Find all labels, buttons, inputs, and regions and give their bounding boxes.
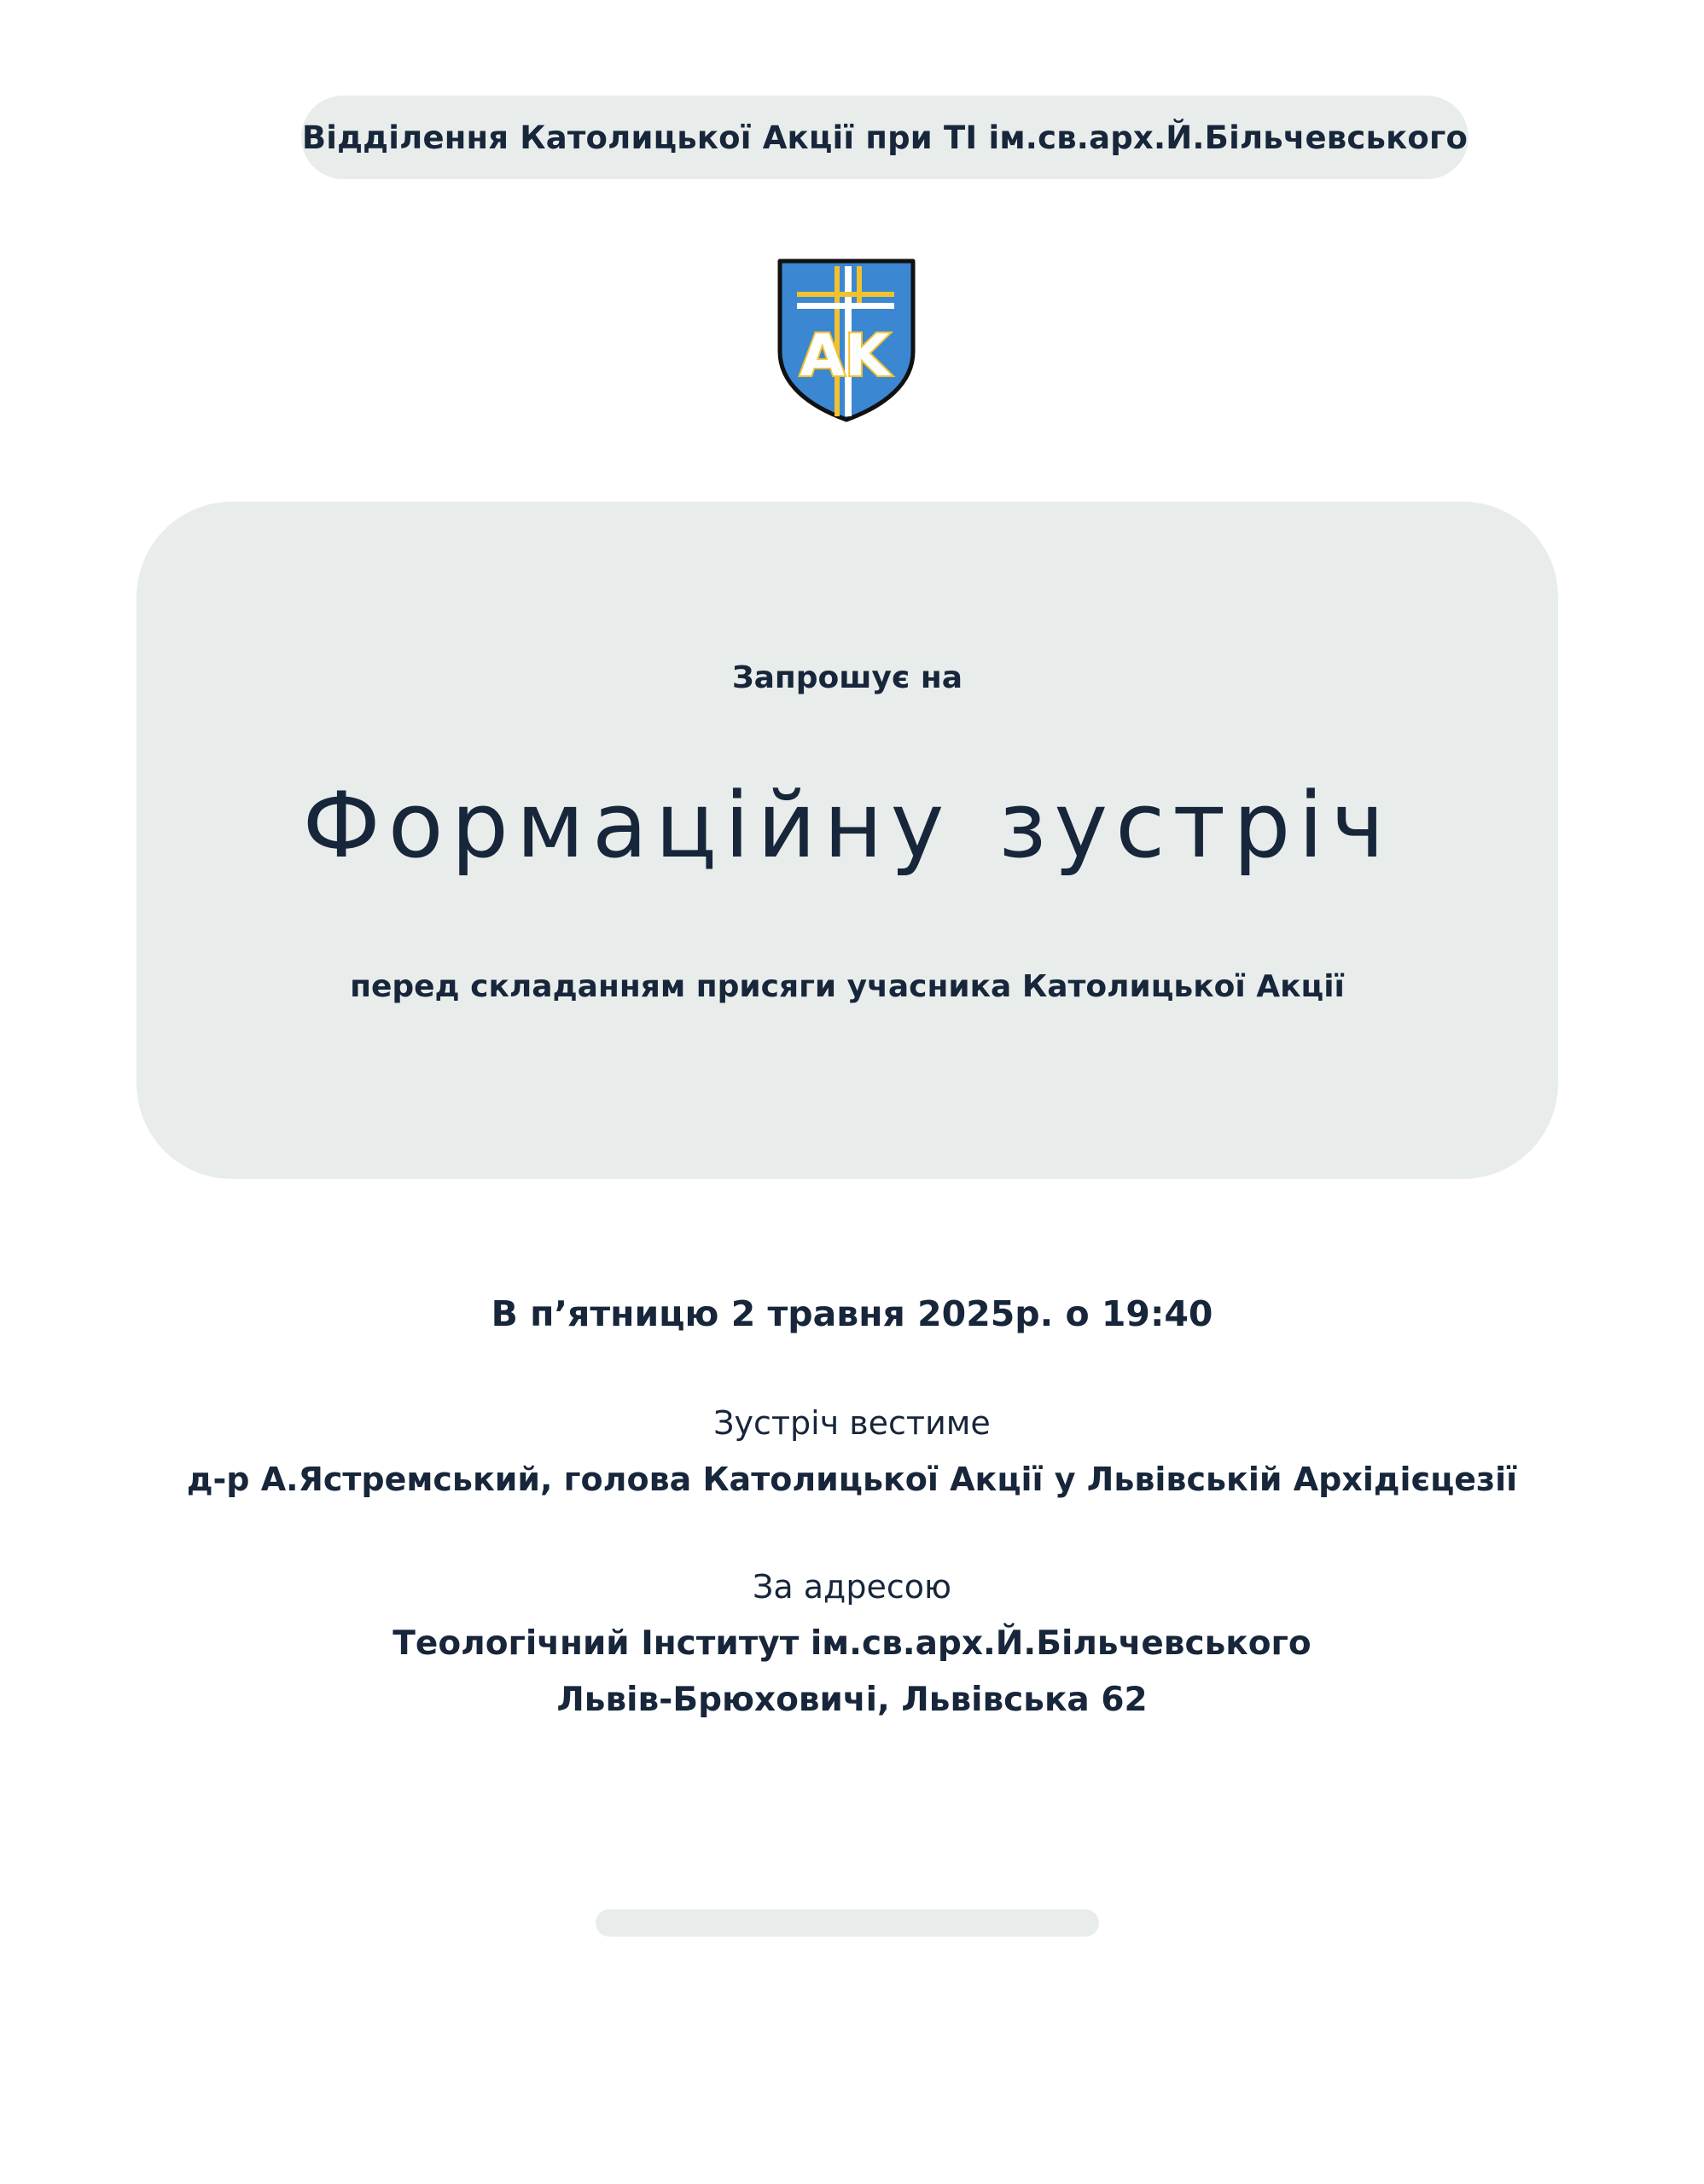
organization-banner: [301, 96, 1468, 179]
organization-name: Відділення Католицької Акції при ТІ ім.св.арх.Й.Більчевського: [301, 119, 1468, 156]
event-subtitle: перед складанням присяги учасника Католицької Акції: [350, 969, 1345, 1004]
lead-name: д-р А.Ястремський, голова Католицької Акції у Львівській Архідієцезії: [186, 1461, 1518, 1498]
address-line-2: Львів-Брюховичі, Львівська 62: [556, 1681, 1148, 1719]
event-date-time: В п’ятницю 2 травня 2025р. о 19:40: [491, 1293, 1213, 1334]
logo-letters: AK: [800, 322, 890, 390]
invite-text: Запрошує на: [732, 660, 962, 695]
event-title: Формаційну зустріч: [302, 773, 1393, 878]
address-line-1: Теологічний Інститут ім.св.арх.Й.Більчевського: [393, 1624, 1311, 1663]
address-label: За адресою: [753, 1568, 951, 1606]
lead-label: Зустріч вестиме: [713, 1404, 991, 1442]
invitation-card: [137, 502, 1558, 1179]
decorative-bottom-bar: [596, 1909, 1099, 1937]
catholic-action-shield-icon: [775, 256, 918, 423]
